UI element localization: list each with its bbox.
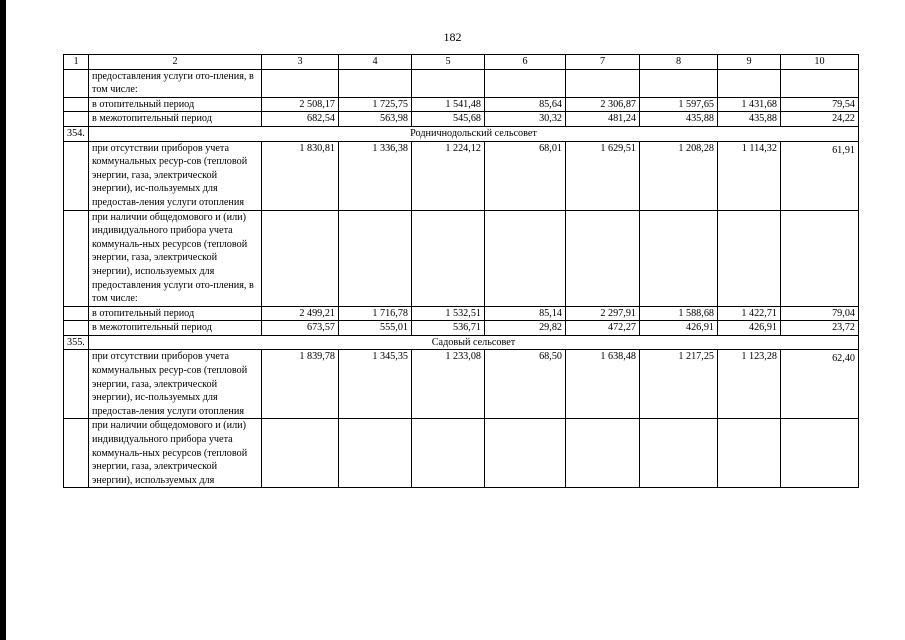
table-cell: 1 336,38 (339, 141, 412, 210)
table-cell: 1 629,51 (566, 141, 640, 210)
table-cell: 1 638,48 (566, 350, 640, 419)
row-description: при отсутствии приборов учета коммунальных ресур-сов (тепловой энергии, газа, электрической энергии), ис-пользуемых для предостав-ления услуги отопления (89, 141, 262, 210)
table-cell: 682,54 (262, 112, 339, 127)
column-header: 2 (89, 55, 262, 70)
column-header: 8 (640, 55, 718, 70)
column-header: 4 (339, 55, 412, 70)
table-cell: 426,91 (640, 321, 718, 336)
table-cell: 1 431,68 (718, 97, 781, 112)
table-row (64, 97, 859, 112)
table-cell: 563,98 (339, 112, 412, 127)
page-number: 182 (443, 30, 462, 44)
table-cell: 1 345,35 (339, 350, 412, 419)
table-cell: 1 217,25 (640, 350, 718, 419)
table-cell: 1 830,81 (262, 141, 339, 210)
table-row (64, 210, 859, 306)
table-cell: 24,22 (781, 112, 859, 127)
column-header: 5 (412, 55, 485, 70)
column-header: 1 (64, 55, 89, 70)
table-cell: 30,32 (485, 112, 566, 127)
section-header-row (64, 126, 859, 141)
column-header: 10 (781, 55, 859, 70)
row-label: в межотопительный период (89, 321, 262, 336)
table-cell: 68,50 (485, 350, 566, 419)
table-cell: 61,91 (781, 141, 859, 210)
table-cell: 1 541,48 (412, 97, 485, 112)
table-cell: 1 532,51 (412, 306, 485, 321)
table-cell: 1 716,78 (339, 306, 412, 321)
table-cell: 435,88 (640, 112, 718, 127)
row-label: в межотопительный период (89, 112, 262, 127)
table-cell: 2 306,87 (566, 97, 640, 112)
column-header-row (64, 55, 859, 70)
table-row (64, 350, 859, 419)
table-cell: 79,04 (781, 306, 859, 321)
table-cell: 23,72 (781, 321, 859, 336)
table-cell: 68,01 (485, 141, 566, 210)
column-header: 3 (262, 55, 339, 70)
table-cell: 1 208,28 (640, 141, 718, 210)
table-cell: 1 422,71 (718, 306, 781, 321)
table-cell: 2 508,17 (262, 97, 339, 112)
table-cell: 536,71 (412, 321, 485, 336)
row-label: в отопительный период (89, 306, 262, 321)
table-cell: 545,68 (412, 112, 485, 127)
section-title: Родничнодольский сельсовет (89, 126, 859, 141)
section-number: 354. (64, 126, 89, 141)
page-binding-edge (0, 0, 6, 640)
table-cell: 1 114,32 (718, 141, 781, 210)
table-cell: 1 123,28 (718, 350, 781, 419)
table-row (64, 306, 859, 321)
table-row (64, 112, 859, 127)
table-cell: 426,91 (718, 321, 781, 336)
table-cell: 1 224,12 (412, 141, 485, 210)
section-header-row (64, 335, 859, 350)
column-header: 7 (566, 55, 640, 70)
column-header: 6 (485, 55, 566, 70)
column-header: 9 (718, 55, 781, 70)
table-cell: 1 588,68 (640, 306, 718, 321)
row-description: предоставления услуги ото-пления, в том числе: (89, 69, 262, 97)
table-cell: 1 597,65 (640, 97, 718, 112)
table-cell: 1 725,75 (339, 97, 412, 112)
row-description: при наличии общедомового и (или) индивидуального прибора учета коммуналь-ных ресурсов (тепловой энергии, газа, электрической энергии), используемых для предоставления услуги ото-пления, в том числе: (89, 210, 262, 306)
row-description: при наличии общедомового и (или) индивидуального прибора учета коммуналь-ных ресурсов (тепловой энергии, газа, электрической энергии), используемых для (89, 419, 262, 488)
table-row (64, 419, 859, 488)
table-row (64, 321, 859, 336)
table-row (64, 141, 859, 210)
tariff-table (63, 54, 859, 488)
table-cell: 481,24 (566, 112, 640, 127)
table-cell: 85,14 (485, 306, 566, 321)
table-cell: 435,88 (718, 112, 781, 127)
row-label: в отопительный период (89, 97, 262, 112)
table-cell: 1 839,78 (262, 350, 339, 419)
table-cell: 2 297,91 (566, 306, 640, 321)
table-cell: 85,64 (485, 97, 566, 112)
table-cell: 673,57 (262, 321, 339, 336)
section-number: 355. (64, 335, 89, 350)
table-cell: 29,82 (485, 321, 566, 336)
table-cell: 62,40 (781, 350, 859, 419)
table-cell: 79,54 (781, 97, 859, 112)
table-cell: 472,27 (566, 321, 640, 336)
table-row (64, 69, 859, 97)
row-description: при отсутствии приборов учета коммунальных ресур-сов (тепловой энергии, газа, электрической энергии), ис-пользуемых для предостав-ления услуги отопления (89, 350, 262, 419)
table-cell: 1 233,08 (412, 350, 485, 419)
table-cell: 2 499,21 (262, 306, 339, 321)
section-title: Садовый сельсовет (89, 335, 859, 350)
table-cell: 555,01 (339, 321, 412, 336)
